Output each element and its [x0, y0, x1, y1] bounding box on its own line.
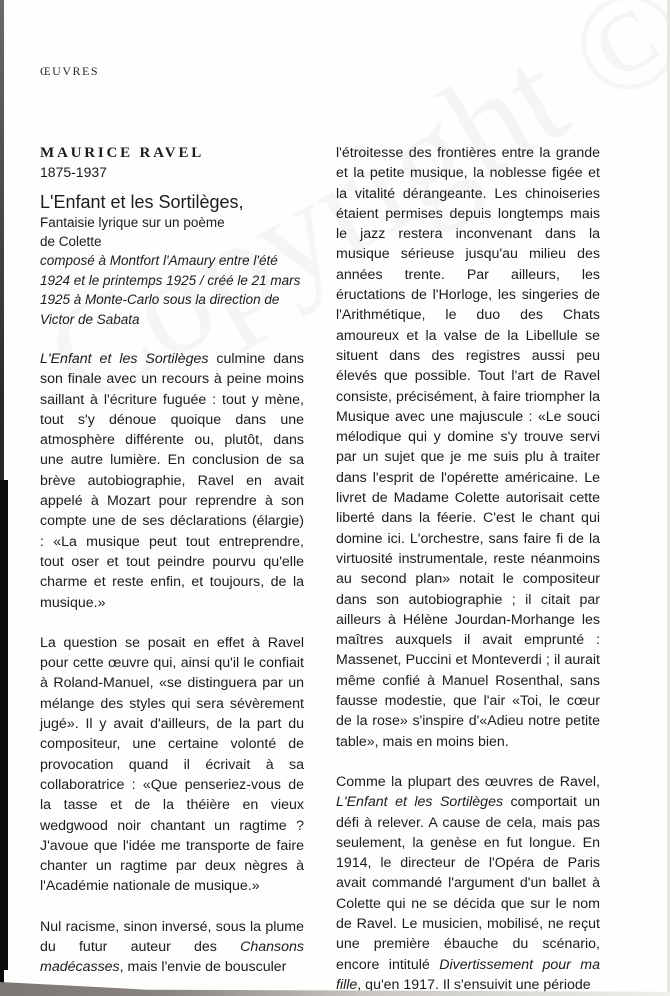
paragraph-right-1: [336, 143, 600, 752]
paragraph-text: Nul racisme, sinon inversé, sous la plume du futur auteur des: [40, 918, 304, 956]
left-column: [40, 143, 304, 978]
work-subtitle: [40, 213, 304, 251]
work-title: L'Enfant et les Sortilèges,: [40, 192, 244, 212]
paragraph-left-1: [40, 349, 304, 613]
composer-dates: 1875-1937: [40, 164, 107, 180]
right-column: [336, 143, 600, 995]
subtitle-line-2: de Colette: [40, 234, 102, 249]
section-label: ŒUVRES: [40, 64, 100, 78]
paragraph-text: comportait un défi à relever. A cause de cela, mais pas seulement, la genèse en fut longue. En 1914, le directeur de l'Opéra de Paris avait commandé l'argument d'un ballet à Colette qui ne se décida que sur le nom de Ravel. Le musicien, mobilisé, ne reçut une première ébauche du scénario, encore intitulé: [336, 794, 600, 973]
paragraph-text: l'étroitesse des frontières entre la grande et la petite musique, la noblesse figée et la vitalité dérangeante. Les chinoiseries étaient permises depuis longtemps mais le jazz restera inconvenant dans la musique sérieuse jusqu'au milieu des années trente. Par ailleurs, les éructations de l'Horloge, les singeries de l'Arithmétique, le duo des Chats amoureux et la valse de la Libellule se situent dans des registres aussi peu élevés que possible. Tout l'art de Ravel consiste, précisément, à faire triompher la Musique avec une majuscule : «Le souci mélodique qui y domine s'y trouve servi par un sujet que je me suis plu à traiter dans l'esprit de l'opérette américaine. Le livret de Madame Colette autorisait cette liberté dans la féerie. C'est le chant qui domine ici. L'orchestre, sans faire fi de la virtuosité instrumentale, reste néanmoins au second plan» notait le compositeur dans son autobiographie ; il citait par ailleurs à Hélène Jourdan-Morhange les maîtres auxquels il avait emprunté : Massenet, Puccini et Monteverdi ; il aurait même confié à Manuel Rosenthal, sans fausse modestie, que l'air «Toi, le cœur de la rose» s'inspire d'«Adieu notre petite table», mais en moins bien.: [336, 145, 600, 750]
paragraph-text: Comme la plupart des œuvres de Ravel,: [336, 773, 600, 790]
paragraph-text: culmine dans son finale avec un recours à peine moins saillant à l'écriture fuguée : tout y mène, tout s'y dénoue quoique dans une atmosphère différente ou, plutôt, dans une autre lumière. En conclusion de sa brève autobiographie, Ravel en avait appelé à Mozart pour reprendre à son compte une de ses déclarations (élargie) : «La musique peut tout entreprendre, tout oser et tout peindre pourvu qu'elle charme et reste enfin, et toujours, de la musique.»: [40, 351, 305, 611]
paragraph-left-2: [40, 633, 304, 897]
composer-name: MAURICE RAVEL: [40, 145, 205, 161]
italic-work-title: L'Enfant et les Sortilèges: [336, 794, 504, 811]
paragraph-right-2: [336, 772, 600, 995]
italic-work-title: L'Enfant et les Sortilèges: [40, 351, 209, 367]
paragraph-text: , qu'en 1917. Il s'ensuivit une période: [357, 976, 591, 993]
paragraph-text: , mais l'envie de bousculer: [119, 959, 287, 976]
paragraph-text: La question se posait en effet à Ravel pour cette œuvre qui, ainsi qu'il le confiait à Roland-Manuel, «se distinguera par un mélange des styles qui sera sévèrement jugé». Il y avait d'ailleurs, de la part du compositeur, une certaine volonté de provocation quand il écrivait à sa collaboratrice : «Que penseriez-vous de la tasse et de la théière en vieux wedgwood noir chantant un ragtime ? J'avoue que l'idée me transporte de faire chanter un ragtime par deux nègres à l'Académie nationale de musique.»: [40, 634, 304, 895]
scan-left-shadow: [0, 480, 8, 970]
subtitle-line-1: Fantaisie lyrique sur un poème: [40, 215, 225, 230]
italic-work-title: Divertissement pour ma fille: [336, 956, 600, 993]
composition-info: composé à Montfort l'Amaury entre l'été 1924 et le printemps 1925 / créé le 21 mars 1925 à Monte-Carlo sous la direction de Victor de Sabata: [40, 253, 301, 327]
paragraph-left-3: [40, 917, 304, 978]
italic-work-title: Chansons madécasses: [40, 939, 304, 976]
